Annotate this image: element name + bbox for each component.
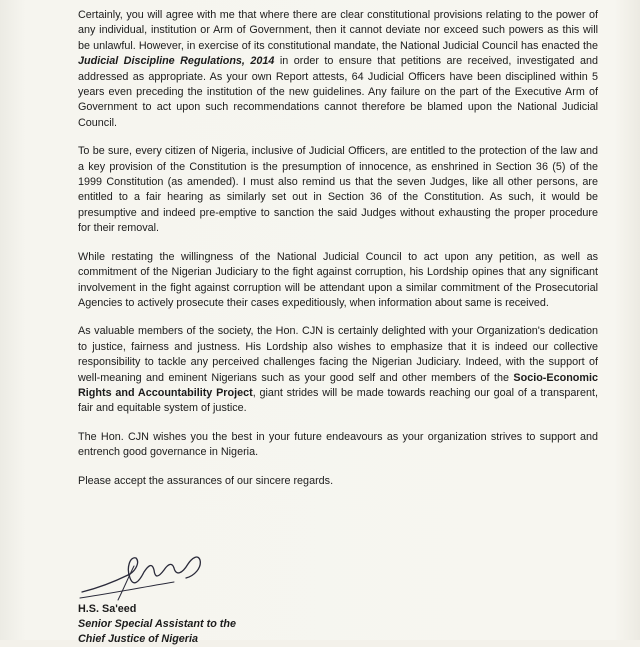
signatory-title-line-1: Senior Special Assistant to the <box>78 618 236 630</box>
signature-icon <box>78 548 238 604</box>
signatory-title-line-2: Chief Justice of Nigeria <box>78 633 198 645</box>
handwritten-signature <box>78 548 238 604</box>
paragraph-3: While restating the willingness of the National Judicial Council to act upon any petition, as well as commitment of the Nigerian Judiciary to the fight against corruption, his Lordship opines that any significant involvement in the fight against corruption will be attendant upon a similar commitment of the Prosecutorial Agencies to actively prosecute their cases expeditiously, when information about same is received. <box>78 250 598 309</box>
paragraph-6: Please accept the assurances of our sincere regards. <box>78 474 334 487</box>
regulation-title: Judicial Discipline Regulations, 2014 <box>78 55 275 68</box>
signatory-block <box>78 602 478 647</box>
paragraph-5: The Hon. CJN wishes you the best in your future endeavours as your organization strives to support and entrench good governance in Nigeria. <box>78 430 598 459</box>
organization-name: Socio-Economic Rights and Accountability Project <box>78 371 598 399</box>
paragraph-4: As valuable members of the society, the Hon. CJN is certainly delighted with your Organization's dedication to justice, fairness and justness. His Lordship also wishes to emphasize that it is indeed our collective responsibility to tackle any perceived challenges facing the Nigerian Judiciary. Indeed, with the support of well-meaning and eminent Nigerians such as your good self and other members of the Socio-Economic Rights and Accountability Project, giant strides will be made towards reaching our goal of a transparent, fair and equitable system of justice. <box>78 325 598 415</box>
signatory-name: H.S. Sa'eed <box>78 603 137 615</box>
paragraph-1: Certainly, you will agree with me that where there are clear constitutional provisions relating to the power of any individual, institution or Arm of Government, then it cannot deviate nor exceed such powers as this will be unlawful. However, in exercise of its constitutional mandate, the National Judicial Council has enacted the Judicial Discipline Regulations, 2014 in order to ensure that petitions are received, investigated and addressed as appropriate. As your own Report attests, 64 Judicial Officers have been disciplined within 5 years even preceding the institution of the new guidelines. Any failure on the part of the Executive Arm of Government to act upon such recommendations cannot therefore be blamed upon the National Judicial Council. <box>78 9 598 129</box>
paragraph-2: To be sure, every citizen of Nigeria, inclusive of Judicial Officers, are entitled to the protection of the law and a key provision of the Constitution is the presumption of innocence, as enshrined in Section 36 (5) of the 1999 Constitution (as amended). I must also remind us that the seven Judges, like all other persons, are entitled to a fair hearing as similarly set out in Section 36 of the Constitution. As such, it would be presumptive and indeed pre-emptive to sanction the said Judges without exhausting the proper procedure for their removal. <box>78 145 598 235</box>
letter-body <box>78 8 598 502</box>
